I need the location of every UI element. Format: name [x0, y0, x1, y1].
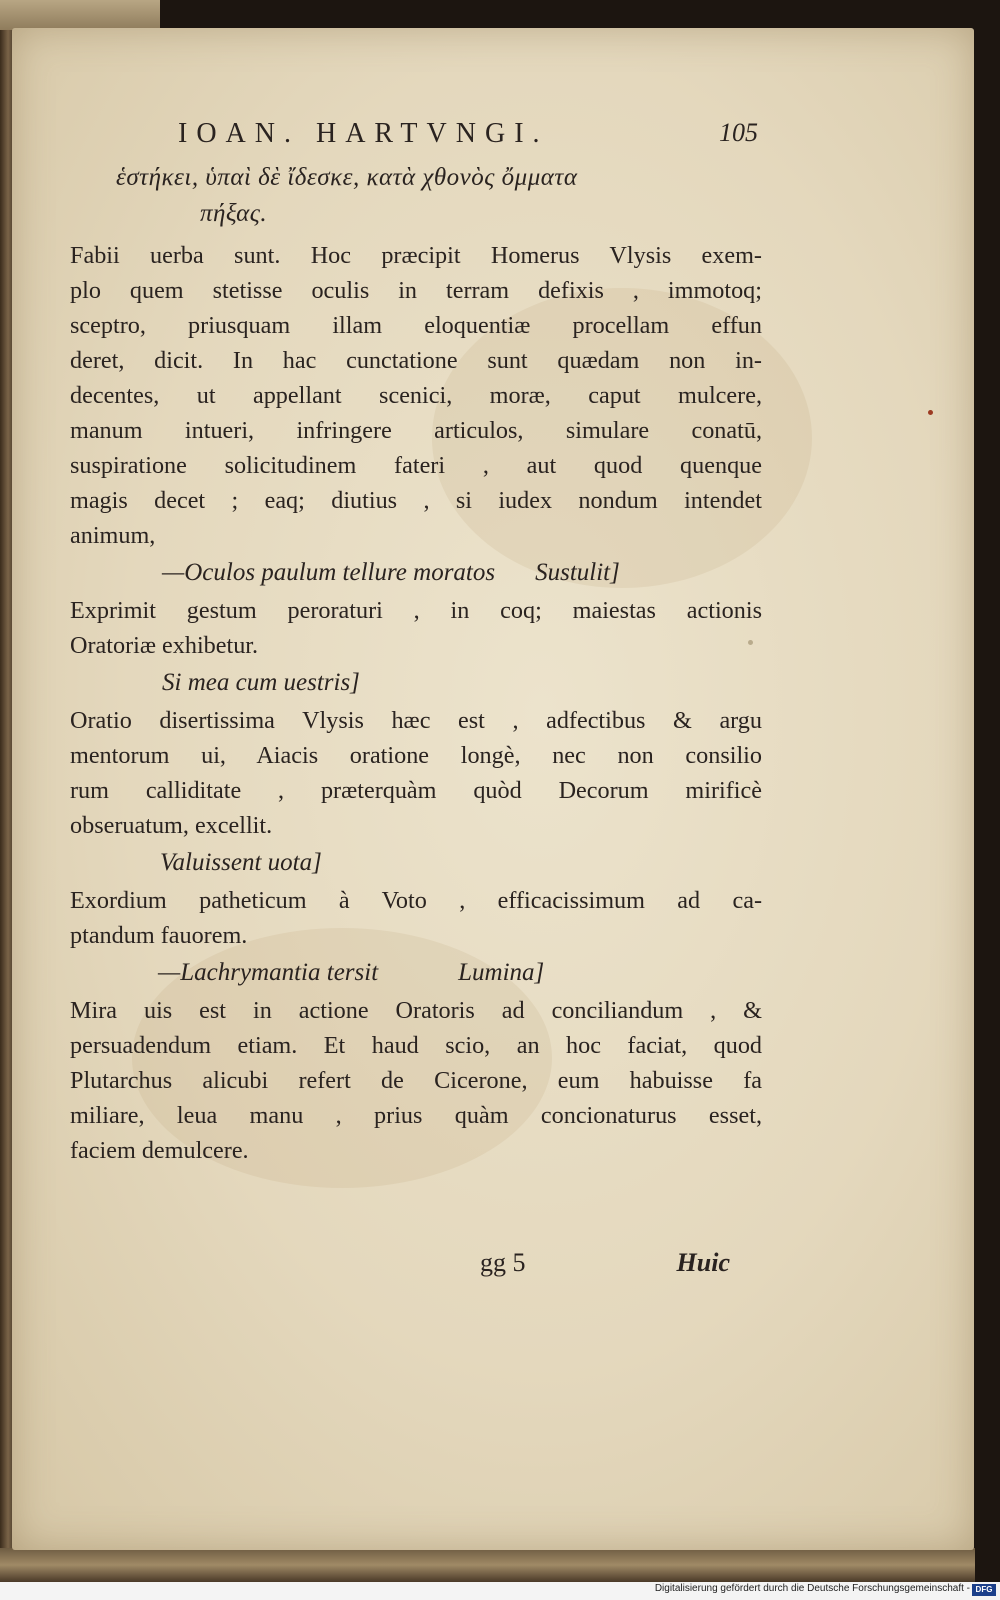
text-line: sceptro, priusquam illam eloquentiæ procellam effun [70, 312, 762, 339]
page-header [178, 118, 758, 158]
lemma-heading [70, 843, 762, 883]
text-line: magis decet ; eaq; diutius , si iudex nondum intendet [70, 487, 762, 514]
text-line: ptandum fauorem. [70, 922, 248, 949]
ink-speck [748, 640, 753, 645]
text-line: persuadendum etiam. Et haud scio, an hoc faciat, quod [70, 1032, 762, 1059]
text-line: miliare, leua manu , prius quàm concionaturus esset, [70, 1102, 762, 1129]
ink-speck [928, 410, 933, 415]
lemma-text: Lumina] [458, 959, 545, 986]
greek-line: πήξας. [200, 200, 268, 227]
text-line: manum intueri, infringere articulos, simulare conatū, [70, 417, 762, 444]
lemma-heading [70, 553, 762, 593]
lemma-text: —Lachrymantia tersit [158, 959, 379, 986]
text-line: obseruatum, excellit. [70, 812, 273, 839]
lemma-heading [70, 953, 762, 993]
main-text [70, 238, 762, 1168]
dfg-logo: DFG [972, 1584, 996, 1596]
paragraph [70, 593, 762, 663]
paragraph [70, 883, 762, 953]
text-line: Plutarchus alicubi refert de Cicerone, eum habuisse fa [70, 1067, 762, 1094]
lemma-text: Sustulit] [535, 559, 620, 586]
text-line: Exprimit gestum peroraturi , in coq; maiestas actionis [70, 597, 762, 624]
greek-quotation [116, 160, 756, 232]
greek-line: ἑστήκει, ὑπαὶ δὲ ἴδεσκε, κατὰ χθονὸς ὄμματα [116, 164, 578, 191]
paragraph [70, 703, 762, 843]
digitization-credit: Digitalisierung gefördert durch die Deutsche Forschungsgemeinschaft - [654, 1583, 970, 1594]
running-head: IOAN. HARTVNGI. [178, 118, 549, 149]
page-number: 105 [719, 118, 758, 147]
lemma-text: —Oculos paulum tellure moratos [162, 559, 496, 586]
catchword: Huic [676, 1248, 730, 1277]
text-line: Oratoriæ exhibetur. [70, 632, 259, 659]
page-top-edge [0, 0, 160, 30]
text-line: suspiratione solicitudinem fateri , aut quod quenque [70, 452, 762, 479]
text-line: Exordium patheticum à Voto , efficacissimum ad ca- [70, 887, 762, 914]
lemma-text: Si mea cum uestris] [162, 669, 360, 696]
paragraph [70, 993, 762, 1168]
paragraph [70, 238, 762, 553]
text-line: Mira uis est in actione Oratoris ad conciliandum , & [70, 997, 762, 1024]
lemma-heading [70, 663, 762, 703]
text-line: rum calliditate , præterquàm quòd Decorum mirificè [70, 777, 762, 804]
text-line: plo quem stetisse oculis in terram defixis , immotoq; [70, 277, 762, 304]
text-line: mentorum ui, Aiacis oratione longè, nec non consilio [70, 742, 762, 769]
text-line: animum, [70, 522, 156, 549]
signature-mark: gg 5 [480, 1248, 526, 1277]
text-line: Oratio disertissima Vlysis hæc est , adfectibus & argu [70, 707, 762, 734]
lemma-text: Valuissent uota] [160, 849, 322, 876]
text-line: Fabii uerba sunt. Hoc præcipit Homerus Vlysis exem- [70, 242, 762, 269]
text-line: decentes, ut appellant scenici, moræ, caput mulcere, [70, 382, 762, 409]
text-line: deret, dicit. In hac cunctatione sunt quædam non in- [70, 347, 762, 374]
text-line: faciem demulcere. [70, 1137, 249, 1164]
book-bottom-edge [0, 1548, 975, 1582]
page-footer [480, 1248, 730, 1282]
